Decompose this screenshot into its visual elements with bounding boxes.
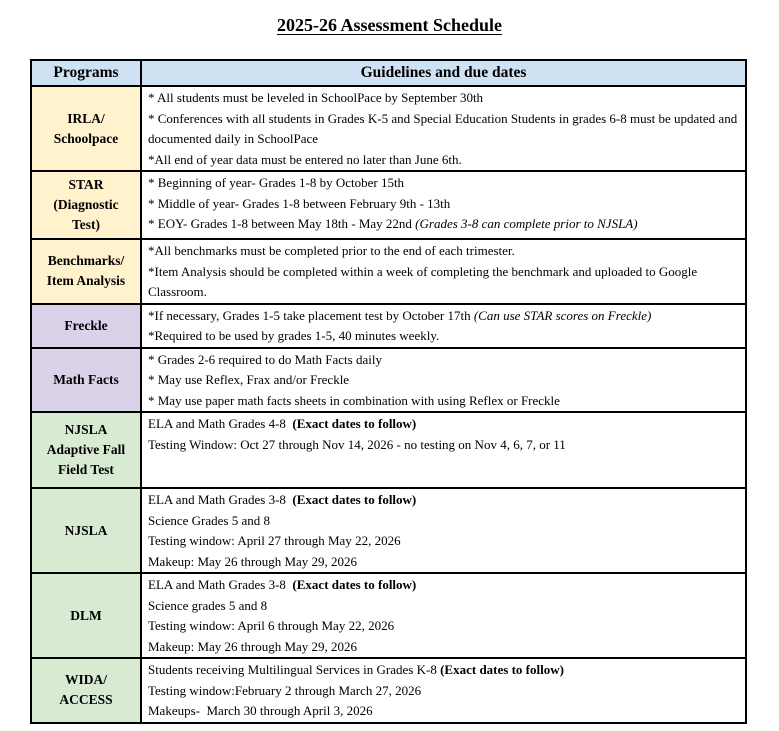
table-row [31,348,746,413]
guidelines-cell [141,658,746,723]
table-row [31,658,746,723]
guideline-text-segment: Science grades 5 and 8 [148,597,268,613]
program-cell [31,304,141,348]
guideline-line [148,511,739,532]
guideline-text-segment: Testing window: April 27 through May 22, 2026 [148,533,401,548]
guideline-line [148,596,739,617]
table-row [31,304,746,348]
assessment-schedule-table [30,59,747,724]
guideline-line [148,490,739,511]
guideline-line [148,531,739,552]
guidelines-cell [141,239,746,304]
schedule-table-body [31,86,746,723]
guideline-text-segment: * Beginning of year- Grades 1-8 by October 15th [148,175,405,190]
programs-column-header: Programs [31,60,141,86]
guideline-text-segment: Testing Window: Oct 27 through Nov 14, 2026 - no testing on Nov 4, 6, 7, or 11 [148,436,566,452]
program-label-line: NJSLA [64,422,108,437]
program-cell [31,573,141,658]
guideline-text-segment: (Can use STAR scores on Freckle) [473,307,652,323]
guidelines-cell [141,304,746,348]
guideline-line [148,637,739,658]
program-cell [31,171,141,239]
program-cell [31,488,141,573]
program-label-line: Math Facts [53,371,119,387]
guideline-line [148,326,739,347]
program-label-line: Schoolpace [53,130,119,146]
program-label-line: Item Analysis [46,273,126,289]
guideline-text-segment: *Required to be used by grades 1-5, 40 minutes weekly. [148,328,440,343]
guideline-text-segment: *Item Analysis should be completed within a week of completing the benchmark and uploaded to Google Classroom. [148,263,701,299]
program-label-line: ACCESS [59,692,113,708]
guideline-text-segment: ELA and Math Grades 4-8 [148,416,293,431]
guideline-line [148,109,739,150]
guideline-line [148,262,739,303]
program-label-line: Benchmarks/ [47,253,125,269]
program-cell [31,412,141,488]
program-cell [31,658,141,723]
guidelines-cell [141,86,746,171]
guideline-line [148,391,739,412]
program-label-line: (Diagnostic [53,197,119,212]
guideline-text-segment: * EOY- Grades 1-8 between May 18th - May 22nd [148,216,416,231]
program-label-line: Adaptive Fall [46,442,126,457]
guideline-text-segment: * Grades 2-6 required to do Math Facts daily [148,351,382,367]
guideline-text-segment: Testing window: April 6 through May 22, 2026 [148,618,395,633]
guidelines-cell [141,573,746,658]
program-label-line: Freckle [64,317,108,333]
program-label-line: Test) [71,217,100,232]
program-label-line: NJSLA [64,522,108,538]
guideline-line [148,88,739,109]
table-row [31,412,746,488]
guideline-text-segment: ELA and Math Grades 3-8 [148,577,293,592]
guideline-text-segment: *All benchmarks must be completed prior to the end of each trimester. [148,243,515,258]
guideline-line [148,241,739,262]
guidelines-cell [141,412,746,488]
guideline-text-segment: Makeup: May 26 through May 29, 2026 [148,638,358,654]
guideline-text-segment: (Exact dates to follow) [292,577,417,592]
guideline-line [148,575,739,596]
program-label-line: STAR [68,177,104,192]
guideline-line [148,616,739,637]
guideline-text-segment: (Grades 3-8 can complete prior to NJSLA) [415,216,638,231]
guidelines-cell [141,348,746,413]
guideline-text-segment: *If necessary, Grades 1-5 take placement test by October 17th [148,307,474,323]
guidelines-cell [141,488,746,573]
guideline-line [148,552,739,573]
guideline-text-segment: ELA and Math Grades 3-8 [148,492,293,507]
table-row [31,488,746,573]
table-row [31,86,746,171]
guideline-text-segment: (Exact dates to follow) [440,662,564,677]
guideline-line [148,194,739,215]
guideline-line [148,150,739,171]
table-row [31,573,746,658]
program-label-line: WIDA/ [64,672,107,688]
table-row [31,171,746,239]
guideline-text-segment: Makeup: May 26 through May 29, 2026 [148,553,358,569]
guidelines-cell [141,171,746,239]
program-label-line: DLM [70,607,102,623]
guideline-text-segment: *All end of year data must be entered no later than June 6th. [148,151,462,167]
guideline-line [148,306,739,327]
guideline-text-segment: * May use Reflex, Frax and/or Freckle [148,372,350,387]
guideline-text-segment: Testing window:February 2 through March 27, 2026 [148,682,422,698]
guideline-text-segment: Science Grades 5 and 8 [148,512,271,528]
program-label-line: Field Test [58,462,114,477]
guideline-text-segment: (Exact dates to follow) [292,416,417,431]
guideline-text-segment: (Exact dates to follow) [292,492,417,507]
program-cell [31,348,141,413]
guideline-text-segment: * Conferences with all students in Grades K-5 and Special Education Students in grades 6-8 must be updated and documented daily in SchoolPace [148,110,741,146]
guideline-line [148,660,739,681]
guideline-text-segment: Students receiving Multilingual Services in Grades K-8 [148,662,441,677]
guideline-line [148,681,739,702]
program-cell [31,239,141,304]
guideline-text-segment: Makeups- March 30 through April 3, 2026 [148,703,373,718]
guideline-line [148,173,739,194]
guideline-line [148,435,739,456]
guideline-line [148,414,739,435]
guideline-line [148,370,739,391]
guideline-text-segment: * All students must be leveled in SchoolPace by September 30th [148,90,484,105]
page-title: 2025-26 Assessment Schedule [276,15,502,35]
guideline-line [148,350,739,371]
guideline-text-segment: * May use paper math facts sheets in combination with using Reflex or Freckle [148,392,560,408]
program-cell [31,86,141,171]
table-row [31,239,746,304]
guideline-line [148,701,739,722]
table-header-row [31,60,746,86]
guideline-text-segment: * Middle of year- Grades 1-8 between February 9th - 13th [148,195,451,211]
program-label-line: IRLA/ [67,110,105,126]
guidelines-column-header: Guidelines and due dates [141,60,746,86]
guideline-line [148,214,739,235]
